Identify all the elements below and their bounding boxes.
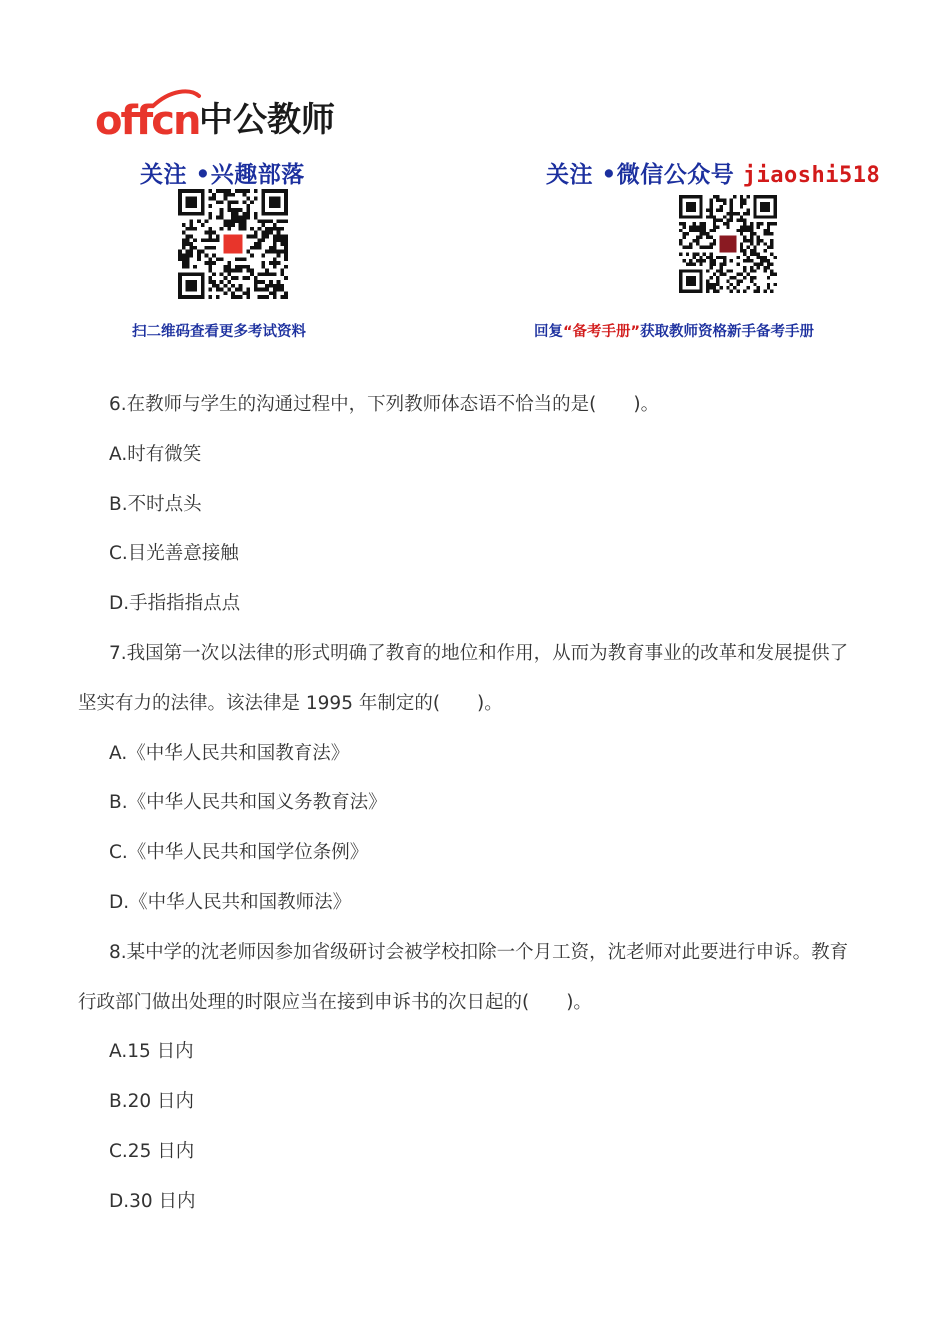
svg-text:offcn: offcn bbox=[95, 98, 200, 142]
caption-highlight: “备考手册” bbox=[563, 324, 641, 340]
follow-wechat-prefix: 关注 •微信公众号 bbox=[546, 161, 735, 188]
option-c: C.《中华人民共和国学位条例》 bbox=[109, 842, 369, 864]
qr-caption-right bbox=[534, 320, 814, 341]
follow-tribe-heading: 关注 •兴趣部落 bbox=[140, 161, 305, 188]
svg-text:中公教师: 中公教师 bbox=[199, 100, 335, 140]
qr-code-icon[interactable] bbox=[178, 189, 288, 299]
option-c: C.25 日内 bbox=[109, 1140, 195, 1162]
question-stem: 6.在教师与学生的沟通过程中，下列教师体态语不恰当的是( )。 bbox=[109, 394, 660, 415]
option-b: B.20 日内 bbox=[109, 1091, 194, 1113]
option-a: A.时有微笑 bbox=[109, 443, 202, 465]
option-a: A.《中华人民共和国教育法》 bbox=[109, 742, 350, 764]
qr-code-icon[interactable] bbox=[679, 195, 777, 293]
caption-prefix: 回复 bbox=[534, 324, 563, 340]
qr-caption-left: 扫二维码查看更多考试资料 bbox=[132, 324, 306, 340]
wechat-handle: jiaoshi518 bbox=[742, 163, 881, 188]
caption-suffix: 获取教师资格新手备考手册 bbox=[640, 324, 815, 340]
follow-wechat-heading bbox=[546, 156, 880, 189]
question-stem: 7.我国第一次以法律的形式明确了教育的地位和作用，从而为教育事业的改革和发展提供了 bbox=[109, 642, 849, 664]
option-d: D.30 日内 bbox=[109, 1190, 196, 1212]
option-b: B.《中华人民共和国义务教育法》 bbox=[109, 792, 387, 814]
question-list bbox=[78, 380, 878, 1227]
question-stem: 8.某中学的沈老师因参加省级研讨会被学校扣除一个月工资，沈老师对此要进行申诉。教育 bbox=[109, 941, 849, 963]
offcn-logo bbox=[95, 86, 345, 142]
option-a: A.15 日内 bbox=[109, 1041, 194, 1063]
question-stem-continued: 行政部门做出处理的时限应当在接到申诉书的次日起的( )。 bbox=[78, 991, 592, 1013]
question-stem-continued: 坚实有力的法律。该法律是 1995 年制定的( )。 bbox=[78, 692, 503, 714]
option-d: D.《中华人民共和国教师法》 bbox=[109, 891, 352, 913]
option-d: D.手指指指点点 bbox=[109, 593, 241, 615]
option-b: B.不时点头 bbox=[109, 493, 202, 515]
option-c: C.目光善意接触 bbox=[109, 543, 239, 565]
